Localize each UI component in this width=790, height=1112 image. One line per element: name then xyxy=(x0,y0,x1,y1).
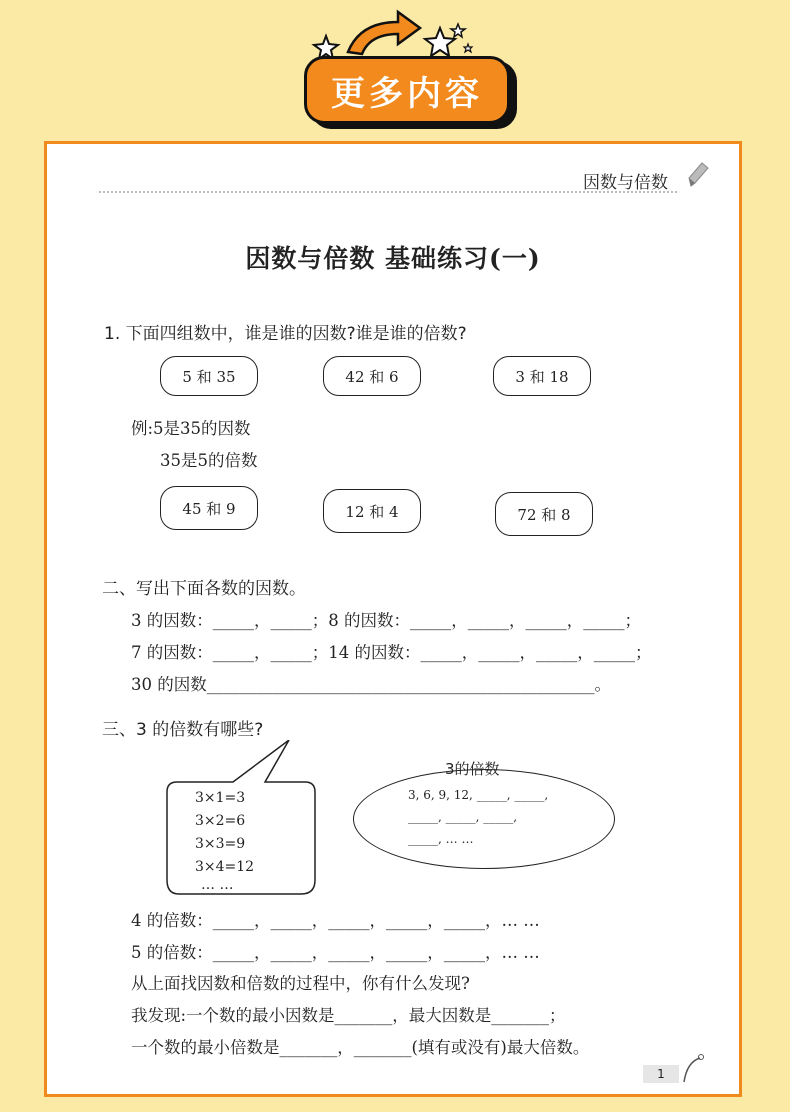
factors-7-14-line: 7 的因数：_____，_____；14 的因数：_____，_____，_____，_____； xyxy=(131,643,652,662)
multiplication-fact: 3×3=9 xyxy=(195,836,246,852)
number-pair-box: 45 和 9 xyxy=(160,486,258,530)
banner-label: 更多内容 xyxy=(304,56,510,124)
number-pair-box: 12 和 4 xyxy=(323,489,421,533)
ellipsis: … … xyxy=(201,877,234,893)
example-line-2: 35是5的倍数 xyxy=(160,451,258,470)
multiples-oval xyxy=(353,769,615,869)
header-divider xyxy=(99,191,677,193)
number-pair-box: 42 和 6 xyxy=(323,356,421,396)
worksheet-page xyxy=(44,141,742,1097)
finding-line-2: 一个数的最小倍数是_______，_______(填有或没有)最大倍数。 xyxy=(131,1038,590,1057)
multiplication-fact: 3×2=6 xyxy=(195,813,246,829)
question-1-prompt: 1. 下面四组数中，谁是谁的因数?谁是谁的倍数? xyxy=(104,324,467,344)
multiples-of-3-title: 3的倍数 xyxy=(445,760,500,778)
factors-3-8-line: 3 的因数：_____，_____；8 的因数：_____，_____，_____，_____； xyxy=(131,611,641,630)
question-3-prompt: 三、3 的倍数有哪些? xyxy=(102,720,264,740)
number-pair-box: 3 和 18 xyxy=(493,356,591,396)
oval-line-3: _____, … … xyxy=(408,832,474,846)
discovery-question: 从上面找因数和倍数的过程中，你有什么发现? xyxy=(131,974,470,993)
multiplication-fact: 3×4=12 xyxy=(195,859,255,875)
page-swirl-icon xyxy=(681,1052,705,1084)
oval-line-1: 3, 6, 9, 12, _____, _____, xyxy=(408,788,549,802)
page-number: 1 xyxy=(643,1065,679,1083)
multiples-5-line: 5 的倍数：_____，_____，_____，_____，_____，… … xyxy=(131,943,540,962)
multiples-4-line: 4 的倍数：_____，_____，_____，_____，_____，… … xyxy=(131,911,540,930)
page-title: 因数与倍数 基础练习(一) xyxy=(245,244,541,273)
question-2-prompt: 二、写出下面各数的因数。 xyxy=(102,579,306,599)
number-pair-box: 72 和 8 xyxy=(495,492,593,536)
chapter-header: 因数与倍数 xyxy=(583,173,668,193)
factors-30-line: 30 的因数_______________________________________________。 xyxy=(131,675,611,694)
more-content-banner[interactable] xyxy=(298,8,522,120)
example-line-1: 例:5是35的因数 xyxy=(131,419,251,438)
number-pair-box: 5 和 35 xyxy=(160,356,258,396)
speech-bubble xyxy=(165,740,333,900)
multiplication-fact: 3×1=3 xyxy=(195,790,246,806)
finding-line-1: 我发现:一个数的最小因数是_______，最大因数是_______； xyxy=(131,1006,566,1025)
oval-line-2: _____, _____, _____, xyxy=(408,810,518,824)
pencil-icon xyxy=(685,160,711,190)
